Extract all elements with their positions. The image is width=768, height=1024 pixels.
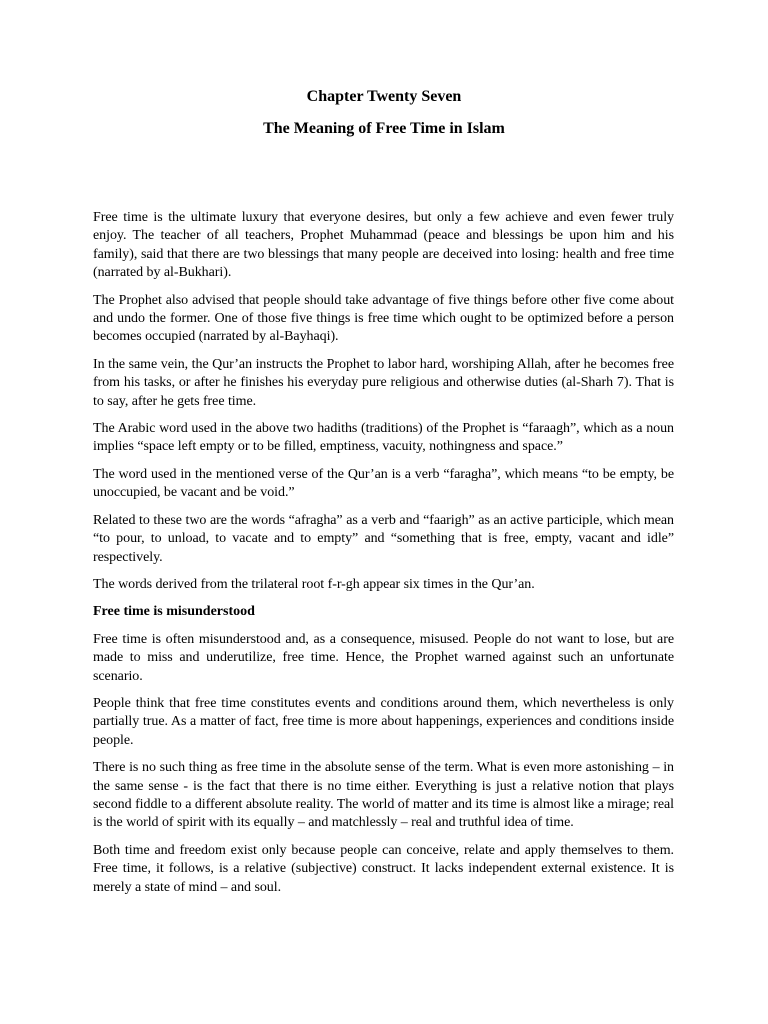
paragraph: The Prophet also advised that people should take advantage of five things before other five come about and undo the former. One of those five things is free time which ought to be optimized before a person becomes occupied (narrated by al-Bayhaqi).: [93, 292, 674, 345]
chapter-heading: Chapter Twenty Seven: [306, 88, 462, 105]
section-subheading: Free time is misunderstood: [93, 604, 255, 620]
paragraph: The words derived from the trilateral root f-r-gh appear six times in the Qur’an.: [93, 576, 535, 592]
paragraph: Both time and freedom exist only because people can conceive, relate and apply themselves to them. Free time, it follows, is a relative (subjective) construct. It lacks independent external existence. It is merely a state of mind – and soul.: [93, 842, 674, 895]
paragraph: People think that free time constitutes events and conditions around them, which nevertheless is only partially true. As a matter of fact, free time is more about happenings, experiences and conditions inside people.: [93, 695, 674, 748]
paragraph: Related to these two are the words “afragha” as a verb and “faarigh” as an active participle, which mean “to pour, to unload, to vacate and to empty” and “something that is free, empty, vacant and idle” respectively.: [93, 512, 674, 565]
paragraph: Free time is often misunderstood and, as a consequence, misused. People do not want to lose, but are made to miss and underutilize, free time. Hence, the Prophet warned against such an unfortunate scenario.: [93, 631, 674, 684]
paragraph: The word used in the mentioned verse of the Qur’an is a verb “faragha”, which means “to be empty, be unoccupied, be vacant and be void.”: [93, 466, 674, 501]
paragraph: There is no such thing as free time in the absolute sense of the term. What is even more astonishing – in the same sense - is the fact that there is no time either. Everything is just a relative notion that plays second fiddle to a different absolute reality. The world of matter and its time is almost like a mirage; real is the world of spirit with its equally – and matchlessly – real and truthful idea of time.: [93, 760, 674, 831]
paragraph: Free time is the ultimate luxury that everyone desires, but only a few achieve and even fewer truly enjoy. The teacher of all teachers, Prophet Muhammad (peace and blessings be upon him and his family), said that there are two blessings that many people are deceived into losing: health and free time (narrated by al-Bukhari).: [93, 210, 674, 281]
paragraph: The Arabic word used in the above two hadiths (traditions) of the Prophet is “faraagh”, which as a noun implies “space left empty or to be filled, emptiness, vacuity, nothingness and space.”: [93, 421, 674, 455]
paragraph: In the same vein, the Qur’an instructs the Prophet to labor hard, worshiping Allah, after he becomes free from his tasks, or after he finishes his everyday pure religious and otherwise duties (al-Sharh 7). That is to say, after he gets free time.: [93, 356, 674, 409]
chapter-title: The Meaning of Free Time in Islam: [263, 120, 505, 137]
body-text: [93, 209, 674, 906]
